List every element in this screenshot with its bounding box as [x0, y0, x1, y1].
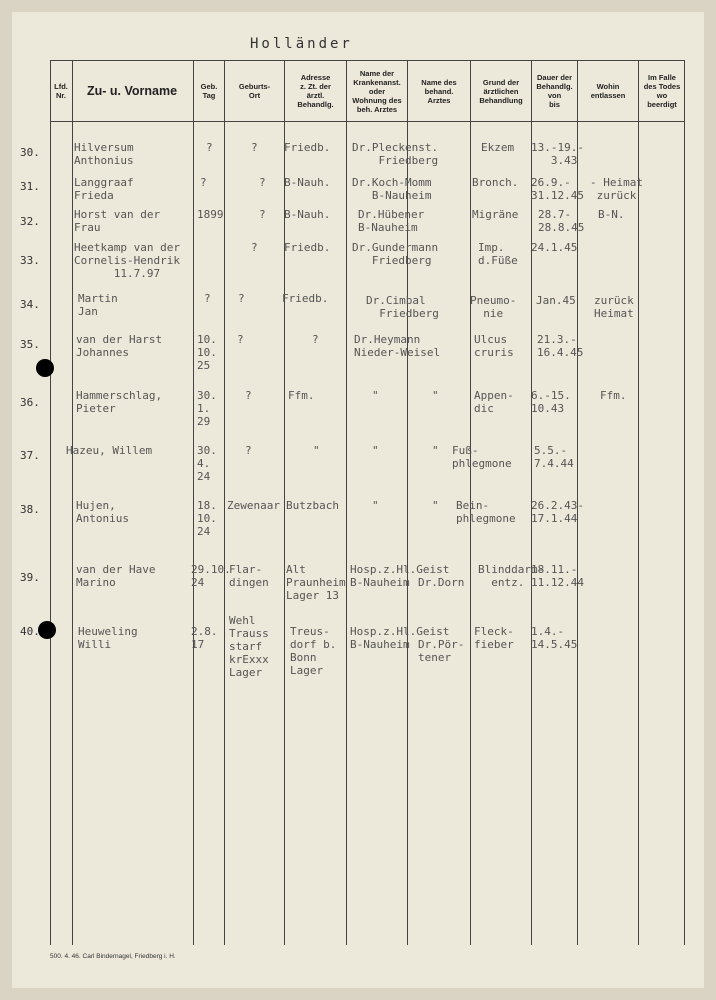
- row-number: 38.: [20, 503, 40, 516]
- dauer-cell: 6.-15. 10.43: [531, 389, 571, 415]
- arzt-cell: ": [432, 389, 439, 402]
- row-number: 37.: [20, 449, 40, 462]
- anstalt-cell: Dr.Koch-Momm B-Nauheim: [352, 176, 432, 202]
- geb-cell: ?: [200, 176, 207, 189]
- anstalt-cell: Hosp.z.Hl.Geist B-Nauheim: [350, 563, 450, 589]
- dauer-cell: 1.4.- 14.5.45: [531, 625, 578, 651]
- arzt-cell: ": [432, 444, 439, 457]
- header-wohin: Wohin entlassen: [590, 82, 626, 100]
- header-adresse: Adresse z. Zt. der ärztl. Behandlg.: [297, 73, 334, 109]
- row-number: 30.: [20, 146, 40, 159]
- col-divider: [224, 60, 225, 945]
- col-divider: [684, 60, 685, 945]
- row-number: 32.: [20, 215, 40, 228]
- adresse-cell: Treus- dorf b. Bonn Lager: [290, 625, 337, 677]
- grund-cell: Migräne: [472, 208, 519, 221]
- row-number: 35.: [20, 338, 40, 351]
- geb-cell: 30. 4. 24: [197, 444, 217, 483]
- row-number: 39.: [20, 571, 40, 584]
- dauer-cell: 5.5.- 7.4.44: [534, 444, 574, 470]
- grund-cell: Pneumo- nie: [470, 294, 517, 320]
- row-number: 31.: [20, 180, 40, 193]
- binder-hole: [38, 621, 56, 639]
- wohin-cell: B-N.: [598, 208, 625, 221]
- anstalt-cell: ": [372, 444, 379, 457]
- wohin-cell: - Heimat zurück: [590, 176, 643, 202]
- name-cell: van der Have Marino: [76, 563, 156, 589]
- name-cell: Hujen, Antonius: [76, 499, 129, 525]
- adresse-cell: ?: [312, 333, 319, 346]
- grund-cell: Bein- phlegmone: [456, 499, 516, 525]
- binder-hole: [36, 359, 54, 377]
- anstalt-cell: Dr.Hübener B-Nauheim: [358, 208, 425, 234]
- adresse-cell: Ffm.: [288, 389, 315, 402]
- arzt-cell: Dr.Dorn: [418, 576, 465, 589]
- col-divider: [346, 60, 347, 945]
- grund-cell: Appen- dic: [474, 389, 514, 415]
- anstalt-cell: ": [372, 499, 379, 512]
- ort-cell: ?: [251, 141, 258, 154]
- printer-footer: 500. 4. 46. Carl Bindernagel, Friedberg i. H.: [50, 953, 176, 960]
- header-arzt: Name des behand. Arztes: [421, 77, 457, 105]
- grund-cell: Blinddarm- entz.: [478, 563, 545, 589]
- header-geburtsort: Geburts- Ort: [238, 82, 271, 100]
- col-divider: [72, 60, 73, 945]
- ort-cell: ?: [237, 333, 244, 346]
- anstalt-cell: Dr.Pleckenst. Friedberg: [352, 141, 439, 167]
- adresse-cell: Friedb.: [284, 241, 331, 254]
- row-number: 36.: [20, 396, 40, 409]
- col-divider: [284, 60, 285, 945]
- ort-cell: ?: [251, 241, 258, 254]
- header-bottom-line: [50, 121, 684, 122]
- row-number: 34.: [20, 298, 40, 311]
- dauer-cell: 18.11.- 11.12.44: [531, 563, 584, 589]
- name-cell: Hammerschlag, Pieter: [76, 389, 163, 415]
- name-cell: Hazeu, Willem: [66, 444, 153, 457]
- adresse-cell: B-Nauh.: [284, 208, 331, 221]
- row-number: 40.: [20, 625, 40, 638]
- adresse-cell: Friedb.: [284, 141, 331, 154]
- dauer-cell: 26.2.43- 17.1.44: [531, 499, 584, 525]
- anstalt-cell: Dr.Heymann Nieder-Weisel: [354, 333, 441, 359]
- dauer-cell: 26.9.- 31.12.45: [531, 176, 584, 202]
- ort-cell: ?: [259, 176, 266, 189]
- geb-cell: ?: [206, 141, 213, 154]
- wohin-cell: Ffm.: [600, 389, 627, 402]
- header-dauer: Dauer der Behandlg. von bis: [536, 73, 573, 109]
- row-number: 33.: [20, 254, 40, 267]
- ort-cell: ?: [245, 444, 252, 457]
- col-divider: [193, 60, 194, 945]
- name-cell: van der Harst Johannes: [76, 333, 163, 359]
- ort-cell: ?: [238, 292, 245, 305]
- grund-cell: Ulcus cruris: [474, 333, 514, 359]
- grund-cell: Fuß- phlegmone: [452, 444, 512, 470]
- name-cell: Horst van der Frau: [74, 208, 161, 234]
- table-top-line: [50, 60, 684, 61]
- grund-cell: Fleck- fieber: [474, 625, 514, 651]
- header-grund: Grund der ärztlichen Behandlung: [479, 77, 523, 105]
- header-lfd-nr: Lfd. Nr.: [54, 82, 68, 100]
- adresse-cell: ": [313, 444, 320, 457]
- dauer-cell: 21.3.- 16.4.45: [537, 333, 584, 359]
- header-geb-tag: Geb. Tag: [200, 82, 218, 100]
- geb-cell: 1899: [197, 208, 224, 221]
- adresse-cell: Butzbach: [286, 499, 339, 512]
- name-cell: Langgraaf Frieda: [74, 176, 134, 202]
- header-krankenanstalt: Name der Krankenanst. oder Wohnung des beh. Arztes: [352, 68, 402, 114]
- arzt-cell: Dr.Pör- tener: [418, 638, 465, 664]
- header-todesfall: Im Falle des Todes wo beerdigt: [643, 73, 681, 109]
- name-cell: Hilversum Anthonius: [74, 141, 134, 167]
- dauer-cell: 24.1.45: [531, 241, 578, 254]
- name-cell: Martin Jan: [78, 292, 118, 318]
- ort-cell: Wehl Trauss starf krExxx Lager: [229, 614, 269, 679]
- geb-cell: ?: [204, 292, 211, 305]
- dauer-cell: Jan.45: [536, 294, 576, 307]
- adresse-cell: Friedb.: [282, 292, 329, 305]
- geb-cell: 2.8. 17: [191, 625, 218, 651]
- geb-cell: 29.10. 24: [191, 563, 231, 589]
- name-cell: Heetkamp van der Cornelis-Hendrik 11.7.97: [74, 241, 180, 280]
- col-divider: [50, 60, 51, 945]
- geb-cell: 30. 1. 29: [197, 389, 217, 428]
- wohin-cell: zurück Heimat: [594, 294, 634, 320]
- anstalt-cell: Hosp.z.Hl.Geist B-Nauheim: [350, 625, 450, 651]
- grund-cell: Imp. d.Füße: [478, 241, 518, 267]
- arzt-cell: ": [432, 499, 439, 512]
- ort-cell: ?: [259, 208, 266, 221]
- dauer-cell: 13.-19.- 3.43: [531, 141, 584, 167]
- geb-cell: 10. 10. 25: [197, 333, 217, 372]
- ort-cell: ?: [245, 389, 252, 402]
- anstalt-cell: Dr.Gundermann Friedberg: [352, 241, 439, 267]
- anstalt-cell: Dr.Cimbal Friedberg: [366, 294, 439, 320]
- geb-cell: 18. 10. 24: [197, 499, 217, 538]
- grund-cell: Bronch.: [472, 176, 519, 189]
- grund-cell: Ekzem: [481, 141, 515, 154]
- ort-cell: Zewenaar: [227, 499, 280, 512]
- adresse-cell: B-Nauh.: [284, 176, 331, 189]
- name-cell: Heuweling Willi: [78, 625, 138, 651]
- header-name: Zu- u. Vorname: [86, 83, 178, 98]
- page-title: Holländer: [250, 36, 353, 52]
- anstalt-cell: ": [372, 389, 379, 402]
- ort-cell: Flar- dingen: [229, 563, 269, 589]
- adresse-cell: Alt Praunheim Lager 13: [286, 563, 346, 602]
- dauer-cell: 28.7- 28.8.45: [538, 208, 585, 234]
